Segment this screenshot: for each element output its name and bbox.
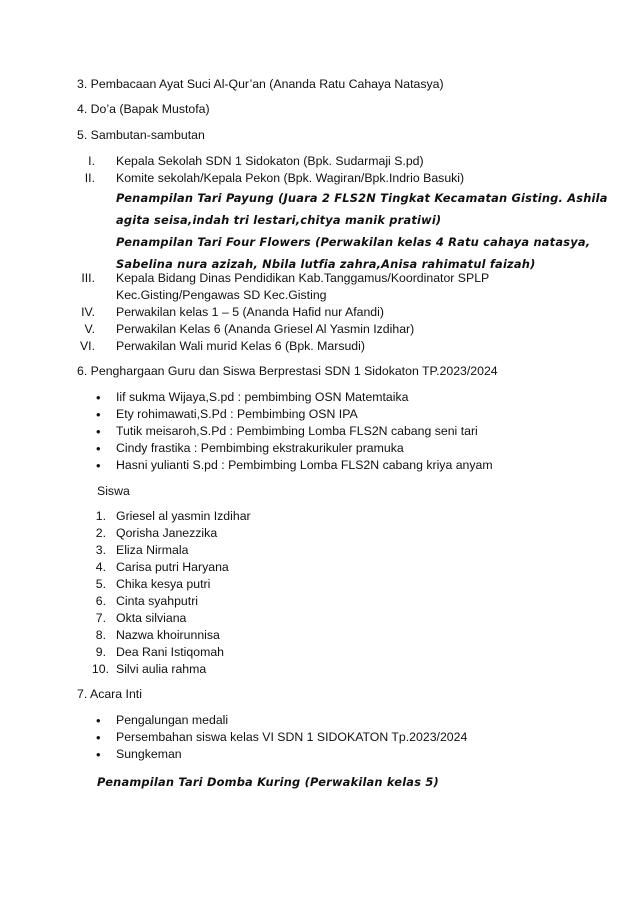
list-number: 6. [95, 594, 106, 608]
list-item: Cindy frastika : Pembimbing ekstrakurikuler pramuka [116, 441, 404, 455]
bullet-icon: • [96, 730, 101, 745]
agenda-item-4: 4. Do’a (Bapak Mustofa) [77, 102, 210, 116]
list-item: Griesel al yasmin Izdihar [116, 509, 251, 523]
list-item: Eliza Nirmala [116, 543, 189, 557]
siswa-heading: Siswa [97, 484, 130, 498]
list-number: IV. [81, 305, 95, 319]
list-number: 1. [95, 509, 106, 523]
list-number: VI. [79, 339, 95, 353]
list-item: Nazwa khoirunnisa [116, 628, 220, 642]
agenda-item-5: 5. Sambutan-sambutan [77, 128, 205, 142]
list-number: 9. [95, 645, 106, 659]
list-item: Qorisha Janezzika [116, 526, 218, 540]
list-item: Ety rohimawati,S.Pd : Pembimbing OSN IPA [116, 407, 358, 421]
list-item: Perwakilan Wali murid Kelas 6 (Bpk. Marsudi) [116, 339, 365, 353]
list-item: Silvi aulia rahma [116, 662, 207, 676]
agenda-item-3: 3. Pembacaan Ayat Suci Al-Qur’an (Ananda Ratu Cahaya Natasya) [77, 77, 444, 91]
list-item: Chika kesya putri [116, 577, 211, 591]
agenda-item-7: 7. Acara Inti [77, 687, 142, 701]
bullet-icon: • [96, 713, 101, 728]
list-item: Tutik meisaroh,S.Pd : Pembimbing Lomba FLS2N cabang seni tari [116, 424, 478, 438]
list-number: 2. [95, 526, 106, 540]
list-item: Carisa putri Haryana [116, 560, 229, 574]
list-item-continuation: Kec.Gisting/Pengawas SD Kec.Gisting [116, 288, 327, 302]
list-number: V. [84, 322, 95, 336]
list-item: Okta silviana [116, 611, 187, 625]
list-item: Kepala Bidang Dinas Pendidikan Kab.Tanggamus/Koordinator SPLP [116, 271, 490, 285]
bullet-icon: • [96, 747, 101, 762]
list-number: 7. [95, 611, 106, 625]
list-number: 5. [95, 577, 106, 591]
bullet-icon: • [96, 441, 101, 456]
performance-tari-payung-line1: Penampilan Tari Payung (Juara 2 FLS2N Tingkat Kecamatan Gisting. Ashila [116, 191, 608, 205]
bullet-icon: • [96, 424, 101, 439]
bullet-icon: • [96, 407, 101, 422]
list-item: Pengalungan medali [116, 713, 229, 727]
list-item: Iif sukma Wijaya,S.pd : pembimbing OSN Matemtaika [116, 390, 409, 404]
list-number: II. [84, 171, 95, 185]
list-item: Perwakilan kelas 1 – 5 (Ananda Hafid nur Afandi) [116, 305, 384, 319]
list-item: Persembahan siswa kelas VI SDN 1 SIDOKATON Tp.2023/2024 [116, 730, 468, 744]
list-number: III. [81, 271, 95, 285]
list-number: 8. [95, 628, 106, 642]
performance-tari-four-flowers-line1: Penampilan Tari Four Flowers (Perwakilan kelas 4 Ratu cahaya natasya, [116, 235, 591, 249]
performance-tari-payung-line2: agita seisa,indah tri lestari,chitya manik pratiwi) [116, 213, 442, 227]
list-item: Perwakilan Kelas 6 (Ananda Griesel Al Yasmin Izdihar) [116, 322, 415, 336]
bullet-icon: • [96, 458, 101, 473]
agenda-item-6: 6. Penghargaan Guru dan Siswa Berprestasi SDN 1 Sidokaton TP.2023/2024 [77, 364, 498, 378]
list-item: Cinta syahputri [116, 594, 199, 608]
list-item: Hasni yulianti S.pd : Pembimbing Lomba FLS2N cabang kriya anyam [116, 458, 493, 472]
list-item: Sungkeman [116, 747, 182, 761]
list-number: I. [88, 154, 95, 168]
bullet-icon: • [96, 390, 101, 405]
list-item: Dea Rani Istiqomah [116, 645, 224, 659]
list-item: Komite sekolah/Kepala Pekon (Bpk. Wagiran/Bpk.Indrio Basuki) [116, 171, 465, 185]
list-number: 10. [91, 662, 109, 676]
list-number: 4. [95, 560, 106, 574]
list-number: 3. [95, 543, 106, 557]
list-item: Kepala Sekolah SDN 1 Sidokaton (Bpk. Sudarmaji S.pd) [116, 154, 424, 168]
performance-tari-four-flowers-line2: Sabelina nura azizah, Nbila lutfia zahra,Anisa rahimatul faizah) [116, 257, 536, 271]
performance-tari-domba-kuring: Penampilan Tari Domba Kuring (Perwakilan kelas 5) [97, 775, 439, 789]
